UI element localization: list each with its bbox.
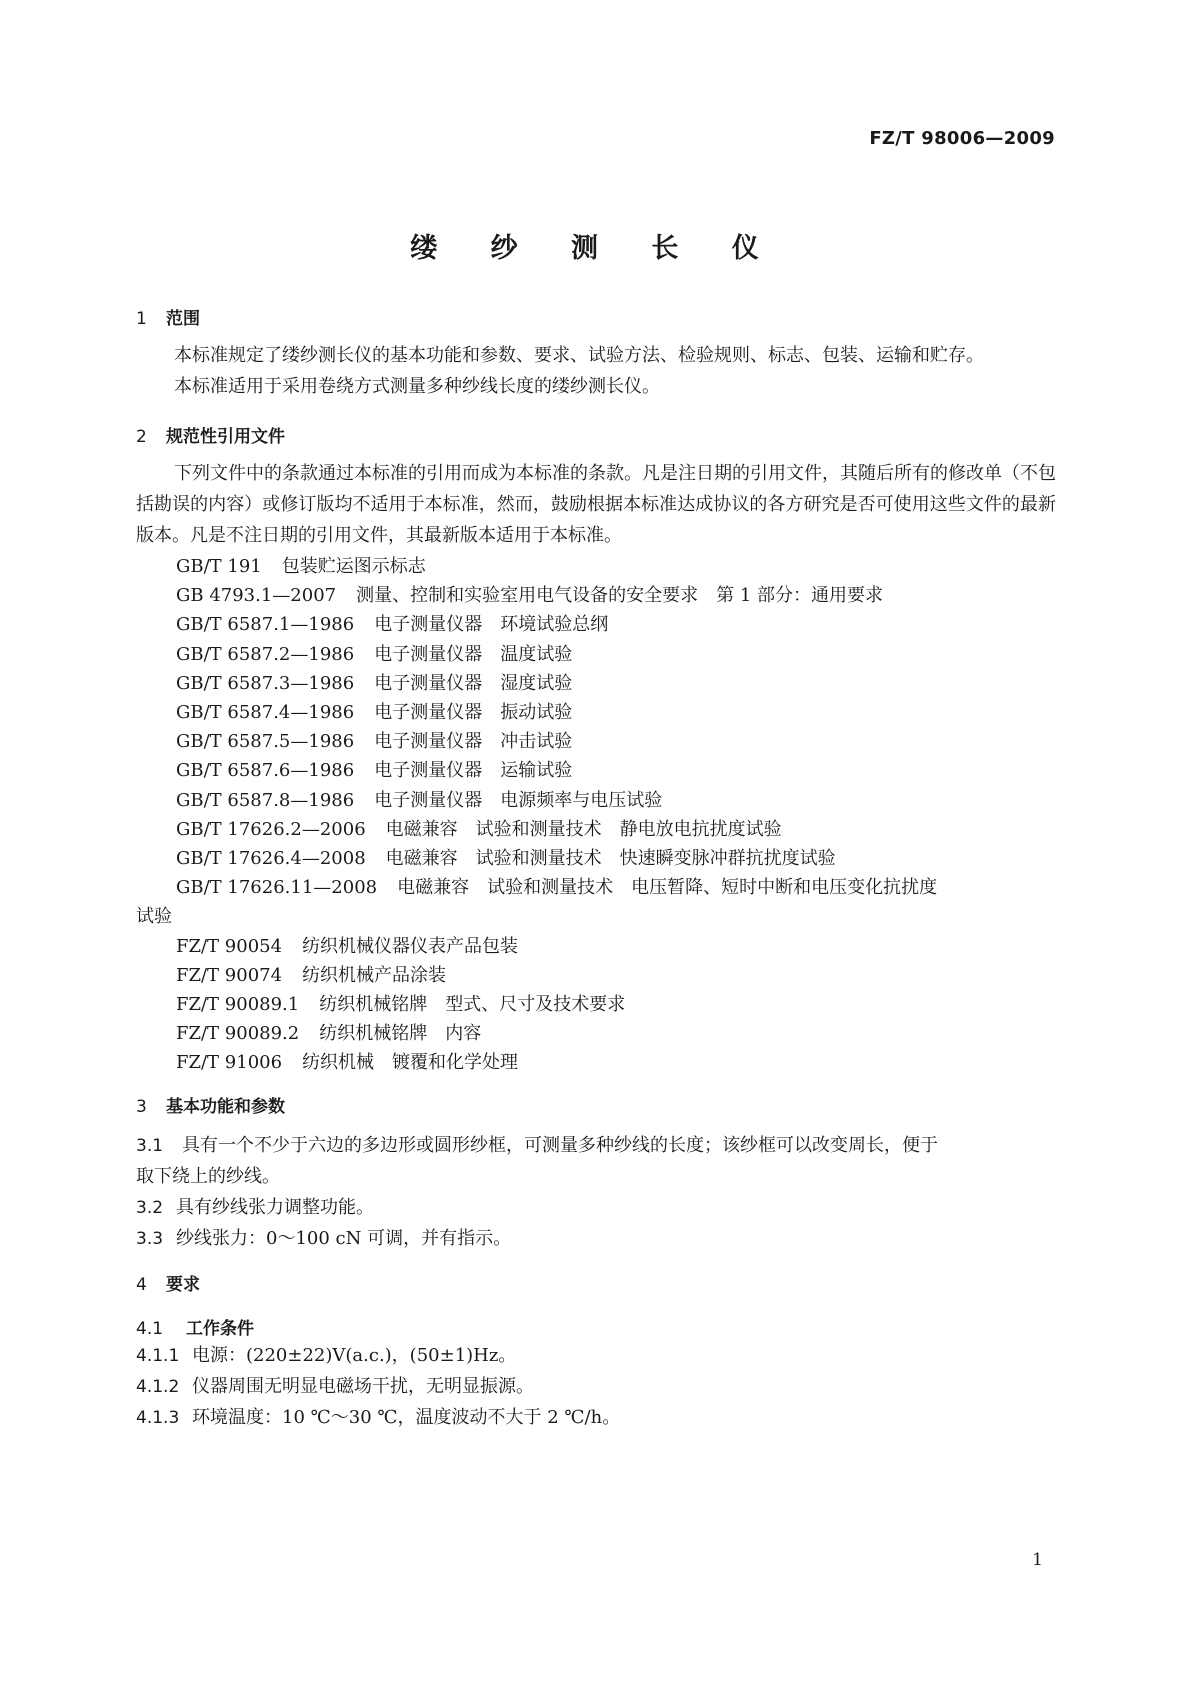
clause-number: 3.2 <box>136 1198 164 1218</box>
paragraph: 本标准规定了缕纱测长仪的基本功能和参数、要求、试验方法、检验规则、标志、包装、运输和贮存。 <box>174 345 984 366</box>
reference-item <box>176 786 662 812</box>
reference-item <box>176 640 572 666</box>
reference-title: 电磁兼容 试验和测量技术 快速瞬变脉冲群抗扰度试验 <box>385 848 836 869</box>
clause <box>136 1402 620 1434</box>
reference-item <box>176 669 572 695</box>
reference-code: FZ/T 90074 <box>176 964 283 986</box>
reference-code: FZ/T 91006 <box>176 1052 283 1074</box>
reference-title: 电磁兼容 试验和测量技术 电压暂降、短时中断和电压变化抗扰度 <box>397 877 938 899</box>
clause-number: 3.3 <box>136 1229 164 1249</box>
reference-code: FZ/T 90089.1 <box>176 994 300 1015</box>
clause <box>136 1130 938 1162</box>
clause <box>136 1192 374 1224</box>
section-title: 范围 <box>166 309 200 329</box>
clause-number: 4.1.3 <box>136 1408 180 1428</box>
reference-item <box>176 610 608 636</box>
section-title: 要求 <box>166 1275 200 1295</box>
reference-title: 纺织机械产品涂装 <box>302 964 447 986</box>
clause-text: 具有纱线张力调整功能。 <box>176 1197 374 1218</box>
reference-code: FZ/T 90054 <box>176 935 283 957</box>
reference-continuation: 试验 <box>136 906 172 928</box>
reference-code: GB/T 6587.8—1986 <box>176 789 355 811</box>
reference-title: 测量、控制和实验室用电气设备的安全要求 第 1 部分：通用要求 <box>356 585 884 607</box>
reference-code: GB/T 6587.1—1986 <box>176 614 355 636</box>
reference-item <box>176 961 446 987</box>
reference-title: 电子测量仪器 湿度试验 <box>374 672 573 694</box>
intro-paragraph: 下列文件中的条款通过本标准的引用而成为本标准的条款。凡是注日期的引用文件，其随后所有的修改单（不包括勘误的内容）或修订版均不适用于本标准，然而，鼓励根据本标准达成协议的各方研究是否可使用这些文件的最新版本。凡是不注日期的引用文件，其最新版本适用于本标准。 <box>136 463 1056 546</box>
clause <box>136 1223 511 1255</box>
reference-item <box>176 581 883 607</box>
clause-continuation: 取下绕上的纱线。 <box>136 1166 280 1187</box>
clause-number: 3.1 <box>136 1136 164 1156</box>
reference-item <box>176 932 518 958</box>
section-heading-4 <box>136 1270 200 1295</box>
clause-text: 仪器周围无明显电磁场干扰，无明显振源。 <box>192 1376 534 1397</box>
page-number: 1 <box>1032 1550 1043 1570</box>
section-heading-2 <box>136 422 285 447</box>
section-title: 规范性引用文件 <box>166 427 285 447</box>
clause-text: 电源：(220±22)V(a.c.)，(50±1)Hz。 <box>192 1345 517 1366</box>
reference-item <box>176 990 625 1016</box>
reference-item <box>176 552 426 578</box>
reference-code: GB/T 17626.4—2008 <box>176 848 366 869</box>
reference-title: 纺织机械铭牌 内容 <box>319 1023 482 1045</box>
reference-code: GB/T 6587.4—1986 <box>176 702 355 723</box>
reference-code: GB/T 6587.2—1986 <box>176 643 355 665</box>
reference-item <box>176 698 572 724</box>
reference-title: 包装贮运图示标志 <box>281 556 426 577</box>
reference-code: FZ/T 90089.2 <box>176 1023 300 1045</box>
reference-title: 电子测量仪器 振动试验 <box>374 702 573 723</box>
paragraph: 本标准适用于采用卷绕方式测量多种纱线长度的缕纱测长仪。 <box>174 376 660 397</box>
section-title: 基本功能和参数 <box>166 1097 285 1117</box>
clause-text: 环境温度：10 ℃～30 ℃，温度波动不大于 2 ℃/h。 <box>192 1407 621 1428</box>
reference-title: 电子测量仪器 冲击试验 <box>374 731 573 753</box>
section-heading-3 <box>136 1092 285 1117</box>
reference-item <box>176 756 572 782</box>
reference-title: 电子测量仪器 电源频率与电压试验 <box>374 789 663 811</box>
subsection-title: 工作条件 <box>186 1319 254 1339</box>
reference-title: 纺织机械仪器仪表产品包装 <box>302 935 519 957</box>
section-number: 2 <box>136 427 147 447</box>
subsection-number: 4.1 <box>136 1319 164 1339</box>
reference-code: GB/T 191 <box>176 556 262 577</box>
reference-code: GB/T 6587.3—1986 <box>176 672 355 694</box>
standard-code: FZ/T 98006—2009 <box>869 128 1055 149</box>
reference-item <box>176 727 572 753</box>
clause <box>136 1340 516 1372</box>
reference-title: 电子测量仪器 温度试验 <box>374 643 573 665</box>
clause-text: 具有一个不少于六边的多边形或圆形纱框，可测量多种纱线的长度；该纱框可以改变周长，便于 <box>182 1135 938 1156</box>
reference-title: 纺织机械铭牌 型式、尺寸及技术要求 <box>319 994 626 1015</box>
section-heading-1 <box>136 304 200 329</box>
section-number: 3 <box>136 1097 147 1117</box>
reference-item <box>176 1048 518 1074</box>
subsection-heading <box>136 1314 254 1339</box>
clause-text: 纱线张力：0～100 cN 可调，并有指示。 <box>176 1228 512 1249</box>
clause-number: 4.1.1 <box>136 1346 180 1366</box>
reference-code: GB/T 6587.5—1986 <box>176 731 355 753</box>
section-number: 1 <box>136 309 147 329</box>
reference-code: GB 4793.1—2007 <box>176 585 337 607</box>
clause <box>136 1371 534 1403</box>
reference-title: 纺织机械 镀覆和化学处理 <box>302 1052 519 1074</box>
reference-title: 电子测量仪器 运输试验 <box>374 760 573 782</box>
reference-item <box>176 873 937 899</box>
reference-title: 电子测量仪器 环境试验总纲 <box>374 614 609 636</box>
reference-code: GB/T 17626.2—2006 <box>176 818 366 840</box>
reference-code: GB/T 6587.6—1986 <box>176 760 355 782</box>
reference-title: 电磁兼容 试验和测量技术 静电放电抗扰度试验 <box>385 818 782 840</box>
reference-code: GB/T 17626.11—2008 <box>176 877 378 899</box>
reference-item <box>176 1019 481 1045</box>
clause-number: 4.1.2 <box>136 1377 180 1397</box>
reference-item <box>176 844 836 870</box>
section-number: 4 <box>136 1275 147 1295</box>
document-title: 缕 纱 测 长 仪 <box>410 233 781 264</box>
reference-item <box>176 815 782 841</box>
